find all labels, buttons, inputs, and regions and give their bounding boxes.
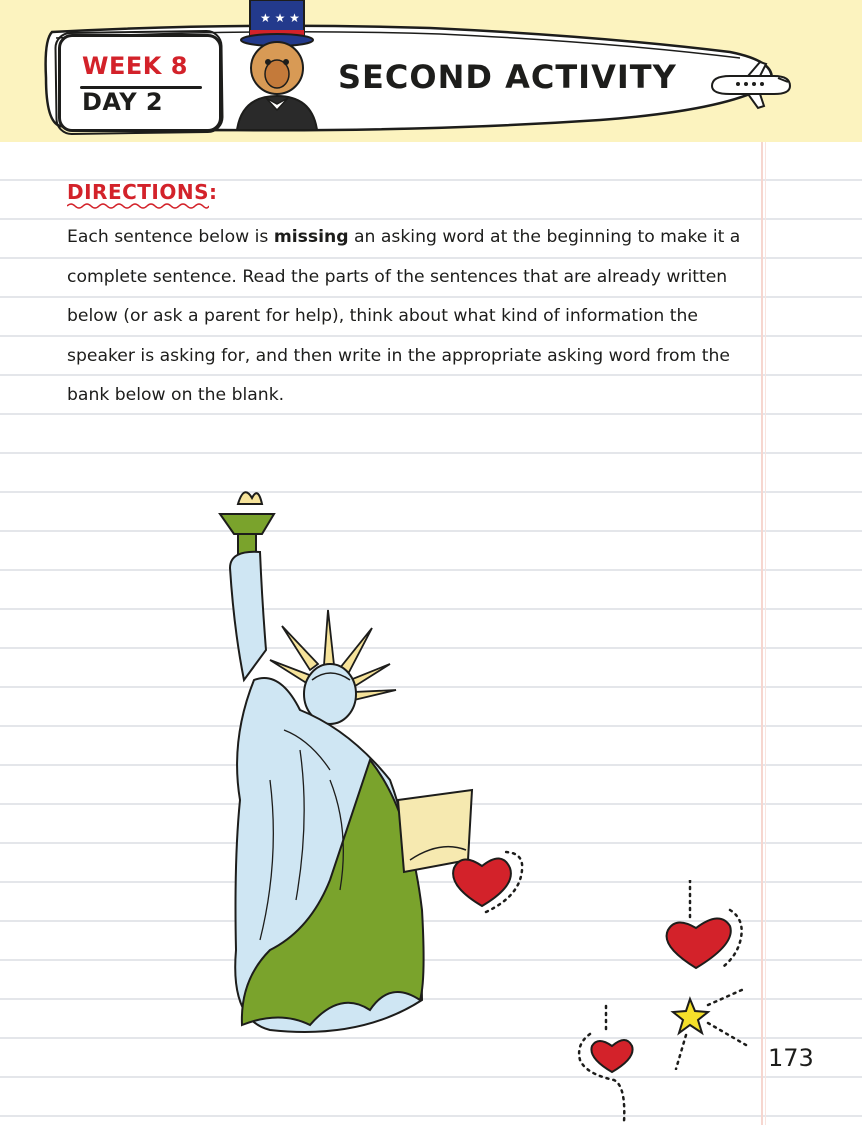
star-icon (668, 985, 748, 1070)
activity-title: SECOND ACTIVITY (338, 58, 677, 96)
svg-text:★ ★ ★: ★ ★ ★ (260, 11, 300, 25)
squiggle-underline (67, 202, 209, 210)
week-label: WEEK 8 (82, 52, 188, 80)
week-day-box (58, 34, 222, 132)
page-number: 173 (768, 1044, 814, 1072)
margin-line-secondary (765, 142, 766, 1125)
heart-icon (574, 1004, 638, 1124)
statue-of-liberty-illustration (200, 480, 510, 1050)
airplane-icon (708, 60, 794, 110)
heart-icon (446, 846, 526, 916)
directions-text (67, 218, 747, 416)
heart-icon (660, 880, 750, 970)
directions-text-part2: an asking word at the beginning to make it a complete sentence. Read the parts of the sentences that are already written below (or ask a parent for help), think about what kind of information the speaker is asking for, and then write in the appropriate asking word from the bank below on the blank. (67, 227, 741, 405)
directions-title: DIRECTIONS: (67, 180, 218, 204)
margin-line (761, 142, 763, 1125)
directions-text-part1: Each sentence below is (67, 227, 274, 247)
uncle-sam-illustration (232, 0, 322, 130)
day-label: DAY 2 (82, 88, 164, 116)
directions-bold-word: missing (273, 227, 349, 247)
